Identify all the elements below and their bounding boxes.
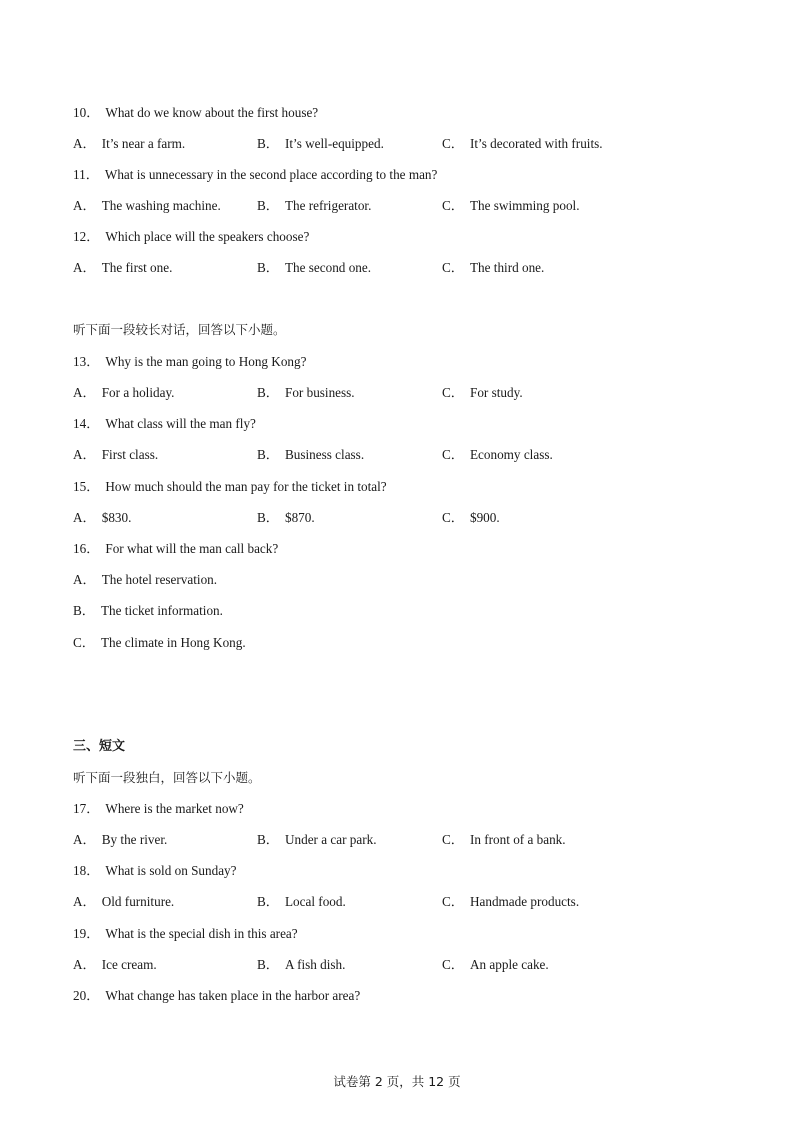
question-15 — [73, 479, 387, 495]
option-letter: B． — [257, 385, 279, 400]
option-a[interactable] — [73, 572, 217, 588]
option-a[interactable] — [73, 957, 157, 973]
options-row-19 — [73, 957, 713, 973]
option-text: It’s decorated with fruits. — [469, 136, 603, 151]
options-row-12 — [73, 260, 713, 276]
option-c[interactable] — [442, 957, 549, 973]
question-text: What do we know about the first house? — [105, 105, 319, 120]
options-row-10 — [73, 136, 713, 152]
option-text: Under a car park. — [284, 832, 377, 847]
option-text: $870. — [284, 510, 315, 525]
option-b[interactable] — [257, 260, 371, 276]
question-17 — [73, 801, 244, 817]
question-number: 10． — [73, 105, 100, 120]
option-c[interactable] — [442, 832, 566, 848]
option-text: $900. — [469, 510, 500, 525]
question-number: 19． — [73, 926, 100, 941]
option-c[interactable] — [442, 198, 580, 214]
option-text: Business class. — [284, 447, 365, 462]
option-a[interactable] — [73, 447, 158, 463]
options-row-15 — [73, 510, 713, 526]
option-c[interactable] — [442, 260, 544, 276]
option-text: First class. — [101, 447, 159, 462]
question-text: What change has taken place in the harbor area? — [105, 988, 361, 1003]
question-number: 20． — [73, 988, 100, 1003]
option-c[interactable] — [442, 510, 500, 526]
options-row-18 — [73, 894, 713, 910]
option-text: It’s near a farm. — [101, 136, 186, 151]
option-text: By the river. — [101, 832, 168, 847]
question-18 — [73, 863, 237, 879]
question-text: What is the special dish in this area? — [105, 926, 298, 941]
option-c[interactable] — [442, 447, 553, 463]
option-letter: A． — [73, 510, 96, 525]
option-a[interactable] — [73, 894, 174, 910]
option-text: Handmade products. — [469, 894, 580, 909]
option-text: $830. — [101, 510, 132, 525]
question-number: 13． — [73, 354, 100, 369]
option-text: Local food. — [284, 894, 346, 909]
option-text: In front of a bank. — [469, 832, 566, 847]
option-text: The washing machine. — [101, 198, 221, 213]
option-b[interactable] — [257, 136, 384, 152]
option-letter: C． — [442, 136, 464, 151]
option-text: The first one. — [101, 260, 173, 275]
option-text: A fish dish. — [284, 957, 346, 972]
option-letter: A． — [73, 136, 96, 151]
option-letter: C． — [442, 894, 464, 909]
option-letter: A． — [73, 260, 96, 275]
option-b[interactable] — [73, 603, 223, 619]
section-instruction: 听下面一段较长对话，回答以下小题。 — [73, 322, 286, 337]
option-b[interactable] — [257, 385, 355, 401]
option-a[interactable] — [73, 198, 221, 214]
question-20 — [73, 988, 360, 1004]
option-letter: B． — [257, 136, 279, 151]
option-c[interactable] — [442, 385, 523, 401]
question-10 — [73, 105, 318, 121]
option-text: The ticket information. — [100, 603, 223, 618]
option-text: The second one. — [284, 260, 372, 275]
option-b[interactable] — [257, 447, 364, 463]
option-text: The swimming pool. — [469, 198, 580, 213]
question-text: What class will the man fly? — [105, 416, 256, 431]
question-number: 16． — [73, 541, 100, 556]
question-12 — [73, 229, 309, 245]
question-text: Where is the market now? — [105, 801, 244, 816]
options-row-11 — [73, 198, 713, 214]
option-b[interactable] — [257, 957, 345, 973]
question-number: 17． — [73, 801, 100, 816]
options-row-13 — [73, 385, 713, 401]
option-letter: B． — [257, 198, 279, 213]
question-number: 12． — [73, 229, 100, 244]
option-b[interactable] — [257, 510, 315, 526]
option-a[interactable] — [73, 136, 185, 152]
option-letter: B． — [257, 260, 279, 275]
option-letter: C． — [73, 635, 95, 650]
option-c[interactable] — [442, 894, 579, 910]
option-text: For study. — [469, 385, 523, 400]
option-c[interactable] — [73, 635, 246, 651]
question-text: For what will the man call back? — [105, 541, 279, 556]
option-text: An apple cake. — [469, 957, 549, 972]
question-number: 15． — [73, 479, 100, 494]
option-letter: C． — [442, 260, 464, 275]
option-b[interactable] — [257, 832, 377, 848]
question-11 — [73, 167, 437, 183]
question-text: Which place will the speakers choose? — [105, 229, 310, 244]
option-letter: A． — [73, 385, 96, 400]
option-text: The refrigerator. — [284, 198, 372, 213]
section-heading: 三、短文 — [73, 739, 126, 754]
option-letter: B． — [257, 957, 279, 972]
option-text: It’s well-equipped. — [284, 136, 384, 151]
question-text: How much should the man pay for the ticket in total? — [105, 479, 387, 494]
question-number: 14． — [73, 416, 100, 431]
option-text: Ice cream. — [101, 957, 157, 972]
option-letter: A． — [73, 572, 96, 587]
option-a[interactable] — [73, 260, 172, 276]
option-text: Economy class. — [469, 447, 553, 462]
option-letter: C． — [442, 447, 464, 462]
option-text: The climate in Hong Kong. — [100, 635, 246, 650]
option-text: For business. — [284, 385, 355, 400]
option-letter: C． — [442, 957, 464, 972]
section-instruction: 听下面一段独白，回答以下小题。 — [73, 770, 261, 785]
option-letter: C． — [442, 510, 464, 525]
question-16 — [73, 541, 278, 557]
option-letter: A． — [73, 894, 96, 909]
option-b[interactable] — [257, 894, 346, 910]
option-letter: C． — [442, 198, 464, 213]
option-letter: B． — [257, 832, 279, 847]
question-text: Why is the man going to Hong Kong? — [105, 354, 307, 369]
option-letter: A． — [73, 198, 96, 213]
option-letter: B． — [257, 510, 279, 525]
option-text: The third one. — [469, 260, 545, 275]
question-number: 11． — [73, 167, 99, 182]
option-a[interactable] — [73, 832, 167, 848]
option-letter: B． — [73, 603, 95, 618]
question-text: What is sold on Sunday? — [105, 863, 237, 878]
question-number: 18． — [73, 863, 100, 878]
option-a[interactable] — [73, 385, 174, 401]
question-19 — [73, 926, 298, 942]
option-letter: B． — [257, 894, 279, 909]
question-text: What is unnecessary in the second place according to the man? — [104, 167, 438, 182]
question-13 — [73, 354, 306, 370]
option-a[interactable] — [73, 510, 131, 526]
option-text: Old furniture. — [101, 894, 175, 909]
option-letter: A． — [73, 957, 96, 972]
option-letter: B． — [257, 447, 279, 462]
options-row-17 — [73, 832, 713, 848]
option-text: For a holiday. — [101, 385, 175, 400]
option-letter: C． — [442, 832, 464, 847]
option-text: The hotel reservation. — [101, 572, 218, 587]
question-14 — [73, 416, 256, 432]
options-row-14 — [73, 447, 713, 463]
option-letter: C． — [442, 385, 464, 400]
option-letter: A． — [73, 832, 96, 847]
option-b[interactable] — [257, 198, 371, 214]
option-letter: A． — [73, 447, 96, 462]
option-c[interactable] — [442, 136, 603, 152]
page-footer: 试卷第 2 页，共 12 页 — [333, 1074, 461, 1089]
